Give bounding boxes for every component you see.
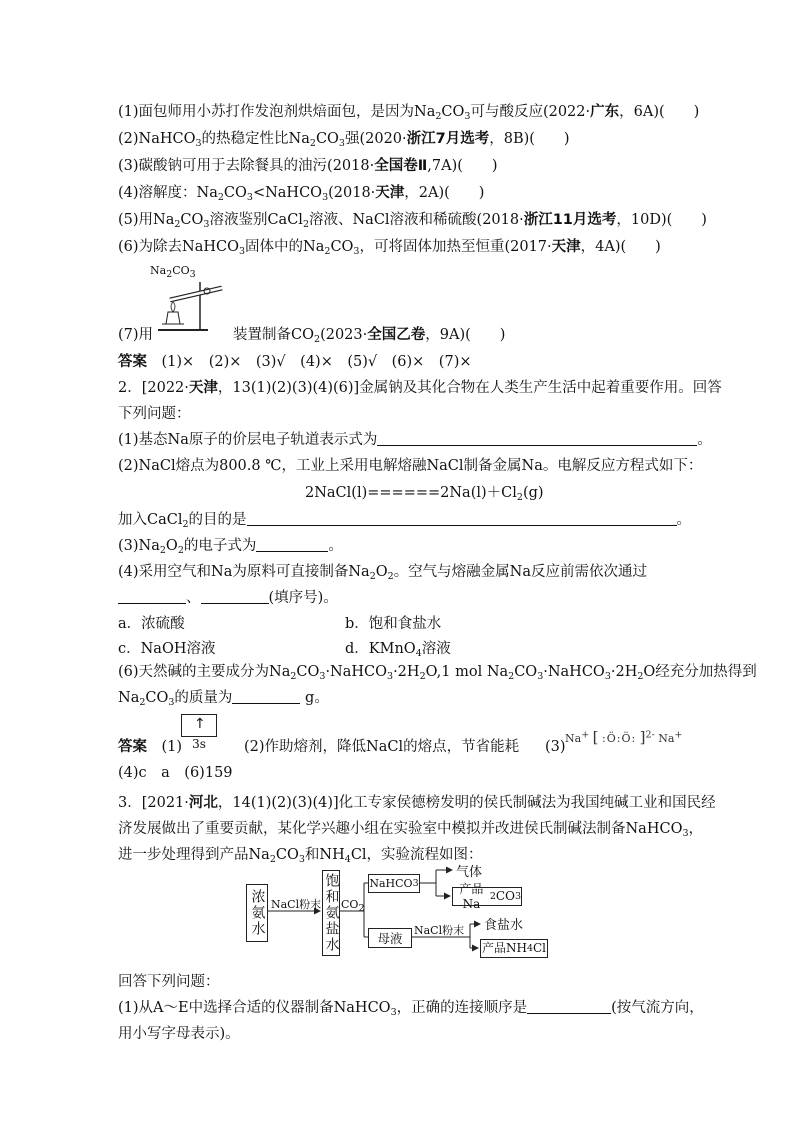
- subscript: 3: [298, 854, 305, 865]
- q1-item-2-text: 强(2020·: [344, 131, 407, 147]
- oxygen-dots: :Ö:Ö:: [602, 732, 637, 745]
- q1-item-4-text: <NaHCO: [252, 185, 323, 201]
- subscript: 2: [177, 545, 184, 556]
- flow-gas: 气体: [456, 865, 483, 880]
- equation-text: (g): [522, 485, 544, 501]
- q1-item-5-text: CO: [180, 212, 204, 228]
- q1-item-5-text: (5)用Na: [118, 212, 175, 228]
- subscript: 2: [269, 854, 276, 865]
- q3-heading-text: Cl，实验流程如图：: [350, 847, 483, 863]
- q3-heading-text: CO: [275, 847, 299, 863]
- q2-part6-text: ·2H: [610, 664, 638, 680]
- q1-item-2-text: CO: [315, 131, 339, 147]
- q2-heading-line2: 下列问题：: [118, 406, 191, 422]
- q2-part6-text: CO: [514, 664, 538, 680]
- subscript: 2: [369, 571, 376, 582]
- flow-box-nahco3: NaHCO 3: [368, 874, 420, 893]
- subscript: 3: [682, 828, 689, 839]
- subscript: 3: [390, 1007, 397, 1018]
- q2-part6-text: (6)天然碱的主要成分为Na: [118, 664, 291, 680]
- subscript: 2: [217, 192, 224, 203]
- bracket-right: ]: [639, 728, 646, 746]
- flow-box-ammonia: 浓氨水: [246, 884, 268, 942]
- q3-part1: [118, 998, 704, 1018]
- flow-product-text: Cl: [532, 941, 547, 955]
- subscript: 3: [195, 138, 202, 149]
- flow-box-mother-liquor: 母液: [368, 928, 412, 948]
- subscript: 2: [314, 334, 321, 345]
- subscript: 2: [387, 571, 394, 582]
- superscript: +: [674, 729, 683, 741]
- subscript: 3: [239, 246, 246, 257]
- subscript: 2: [182, 519, 189, 530]
- q1-item-2-text: 的热稳定性比Na: [201, 131, 310, 147]
- q1-item-6-answer-slot: ，4A)( ): [580, 239, 661, 255]
- flow-box-ammonia-brine: 饱和氨盐水: [322, 870, 340, 956]
- q1-item-1-answer-slot: ，6A)( ): [619, 104, 700, 120]
- subscript: 3: [203, 219, 210, 230]
- flow-label-nacl-1: NaCl粉末: [271, 898, 322, 911]
- subscript: 4: [344, 854, 351, 865]
- apparatus-label-text: CO: [172, 264, 190, 277]
- apparatus-label-text: Na: [150, 264, 167, 277]
- q3-heading-text: 进一步处理得到产品Na: [118, 847, 270, 863]
- punctuation: 。: [676, 512, 692, 528]
- superscript: 2-: [645, 729, 655, 741]
- q1-item-1-text: (1)面包师用小苏打作发泡剂烘焙面包，是因为Na: [118, 104, 436, 120]
- flow-product-text: 产品Na: [459, 881, 484, 911]
- q3-part1-text: (按气流方向，: [611, 1000, 704, 1016]
- q2-part6b-text: CO: [145, 690, 169, 706]
- q1-item-5-text: 溶液鉴别CaCl: [209, 212, 303, 228]
- superscript: +: [581, 729, 590, 741]
- q1-item-7-answer-slot: ，9A)( ): [425, 327, 506, 343]
- q1-item-7-source: 全国乙卷: [367, 327, 426, 343]
- up-arrow-icon: ↑: [194, 716, 206, 732]
- q1-item-6-source: 天津: [551, 239, 581, 255]
- subscript: 3: [319, 671, 326, 682]
- q3-heading-text: ，14(1)(2)(3)(4)]化工专家侯德榜发明的侯氏制碱法为我国纯碱工业和国民经: [217, 795, 716, 811]
- subscript: 2: [309, 138, 316, 149]
- q3-part1-text: ，正确的连接顺序是: [396, 1000, 528, 1016]
- subscript: 4: [415, 648, 422, 659]
- subscript: 2: [166, 269, 173, 280]
- q3-heading-text: 和NH: [304, 847, 345, 863]
- q2-part6-text: CO: [296, 664, 320, 680]
- q2-part6b-text: g。: [300, 690, 329, 706]
- flow-box-product-na2co3: 产品Na 2 CO 3: [452, 887, 522, 906]
- q1-item-3-text: (3)碳酸钠可用于去除餐具的油污(2018·: [118, 158, 375, 174]
- subscript: 3: [464, 111, 471, 122]
- subscript: 3: [338, 138, 345, 149]
- q2-source: 天津: [188, 380, 218, 396]
- subscript: 2: [516, 492, 523, 503]
- q3-heading-text: 3．[2021·: [118, 795, 189, 811]
- q1-item-6-text: ，可将固体加热至恒重(2017·: [359, 239, 552, 255]
- answer-label: 答案: [118, 739, 147, 755]
- subscript: 3: [387, 671, 394, 682]
- flow-label-co2-text: CO: [341, 898, 359, 911]
- subscript: 3: [189, 269, 196, 280]
- q3-source: 河北: [188, 795, 218, 811]
- punctuation: 。: [328, 538, 343, 554]
- q1-item-4-text: CO: [223, 185, 247, 201]
- q1-item-4-source: 天津: [375, 185, 405, 201]
- q2-part4-text: O: [375, 564, 388, 580]
- q2-part3-text: 的电子式为: [183, 538, 257, 554]
- option-d-text: 溶液: [421, 641, 451, 657]
- q1-item-7-text: (2023·: [320, 327, 368, 343]
- q2-part2b-text: 的目的是: [188, 512, 247, 528]
- q2-part4b-text: (填序号)。: [268, 590, 338, 606]
- q2-part6-text: O经充分加热得到: [643, 664, 757, 680]
- subscript: 3: [537, 671, 544, 682]
- q1-item-4-text: (4)溶解度：Na: [118, 185, 218, 201]
- subscript: 2: [508, 671, 515, 682]
- q1-item-2-source: 浙江7月选考: [406, 131, 490, 147]
- q1-item-6-text: 固体中的Na: [245, 239, 325, 255]
- q1-item-1-source: 广东: [590, 104, 620, 120]
- formula-text: Na: [565, 732, 582, 745]
- flow-label-nacl-2: NaCl粉末: [414, 924, 465, 937]
- q1-item-4-answer-slot: ，2A)( ): [404, 185, 485, 201]
- q1-item-5-source: 浙江11月选考: [523, 212, 617, 228]
- q1-answer-text: (1)× (2)× (3)√ (4)× (5)√ (6)× (7)×: [161, 354, 472, 370]
- q2-part6-text: ·NaHCO: [543, 664, 605, 680]
- flow-box-nahco3-text: NaHCO: [369, 877, 413, 890]
- answer-label: 答案: [118, 354, 147, 370]
- q2-answer-2: (2)作助熔剂，降低NaCl的熔点，节省能耗: [244, 739, 520, 755]
- subscript: 2: [159, 545, 166, 556]
- flow-brine: 食盐水: [484, 918, 524, 933]
- q3-heading-text: 济发展做出了重要贡献，某化学兴趣小组在实验室中模拟并改进侯氏制碱法制备NaHCO: [118, 821, 683, 837]
- q2-part6-text: ·NaHCO: [325, 664, 388, 680]
- flow-box-product-nh4cl: 产品NH 4 Cl: [480, 939, 548, 958]
- q2-part6-text: O,1 mol Na: [425, 664, 509, 680]
- bracket-left: [: [592, 728, 599, 746]
- subscript: 2: [302, 219, 309, 230]
- option-a: a．浓硫酸: [118, 616, 185, 632]
- q3-part1-text: (1)从A～E中选择合适的仪器制备NaHCO: [118, 1000, 391, 1016]
- q1-item-2-text: (2)NaHCO: [118, 131, 196, 147]
- q2-part2: (2)NaCl熔点为800.8 ℃，工业上采用电解熔融NaCl制备金属Na。电解反应方程式如下：: [118, 458, 703, 474]
- punctuation: 、: [186, 590, 201, 606]
- flow-product-text: CO: [495, 889, 515, 903]
- subscript: 2: [358, 903, 365, 914]
- q1-item-4-text: (2018·: [328, 185, 376, 201]
- q1-item-2-answer-slot: ，8B)( ): [489, 131, 570, 147]
- flow-product-text: 产品NH: [481, 941, 527, 955]
- q1-item-5-answer-slot: ，10D)( ): [616, 212, 707, 228]
- q2-part6b-text: 的质量为: [174, 690, 233, 706]
- subscript: 3: [353, 246, 360, 257]
- q2-answer-line2: (4)c a (6)159: [118, 765, 233, 781]
- subscript: 2: [324, 246, 331, 257]
- subscript: 3: [168, 697, 175, 708]
- q2-answer-3-label: (3): [545, 739, 566, 755]
- q2-heading-text: ，13(1)(2)(3)(4)(6)]金属钠及其化合物在人类生产生活中起着重要作用。回答: [217, 380, 722, 396]
- option-c: c．NaOH溶液: [118, 641, 216, 657]
- q2-part2b-text: 加入CaCl: [118, 512, 183, 528]
- q2-part3-text: (3)Na: [118, 538, 160, 554]
- q2-part6-text: ·2H: [393, 664, 420, 680]
- q2-part6b-text: Na: [118, 690, 140, 706]
- subscript: 3: [322, 192, 329, 203]
- q3-ask: 回答下列问题：: [118, 974, 220, 990]
- formula-text: Na: [658, 732, 675, 745]
- q1-item-6-text: CO: [330, 239, 354, 255]
- punctuation: ，: [688, 821, 704, 837]
- q1-item-3-answer-slot: ,7A)( ): [427, 158, 498, 174]
- subscript: 2: [637, 671, 644, 682]
- subscript: 3: [604, 671, 611, 682]
- q2-part3-text: O: [165, 538, 178, 554]
- option-d-text: d．KMnO: [345, 641, 416, 657]
- q3-part1-line2: 用小写字母表示)。: [118, 1026, 240, 1042]
- punctuation: 。: [697, 432, 712, 448]
- answer-blank[interactable]: [527, 998, 611, 1014]
- q1-item-7-text: (7)用: [118, 327, 154, 343]
- subscript: 2: [174, 219, 181, 230]
- q2-part1-text: (1)基态Na原子的价层电子轨道表示式为: [118, 432, 378, 448]
- q1-item-1-text: 可与酸反应(2022·: [470, 104, 591, 120]
- orbital-label: 3s: [181, 736, 217, 752]
- q2-heading-text: 2．[2022·: [118, 380, 189, 396]
- subscript: 3: [246, 192, 253, 203]
- q2-answer-1: (1): [161, 739, 183, 755]
- q1-item-1-text: CO: [441, 104, 465, 120]
- flow-label-co2: [341, 898, 365, 914]
- subscript: 2: [419, 671, 426, 682]
- subscript: 2: [290, 671, 297, 682]
- q2-part4-text: 。空气与熔融金属Na反应前需依次通过: [393, 564, 648, 580]
- q1-item-3-source: 全国卷Ⅱ: [374, 158, 428, 174]
- subscript: 2: [139, 697, 146, 708]
- q2-part4-text: (4)采用空气和Na为原料可直接制备Na: [118, 564, 370, 580]
- q1-item-6-text: (6)为除去NaHCO: [118, 239, 239, 255]
- subscript: 2: [435, 111, 442, 122]
- option-b: b．饱和食盐水: [345, 616, 442, 632]
- q1-item-5-text: 溶液、NaCl溶液和稀硫酸(2018·: [308, 212, 524, 228]
- q1-item-7-text: 装置制备CO: [233, 327, 315, 343]
- equation-text: 2NaCl(l)======2Na(l)＋Cl: [305, 485, 517, 501]
